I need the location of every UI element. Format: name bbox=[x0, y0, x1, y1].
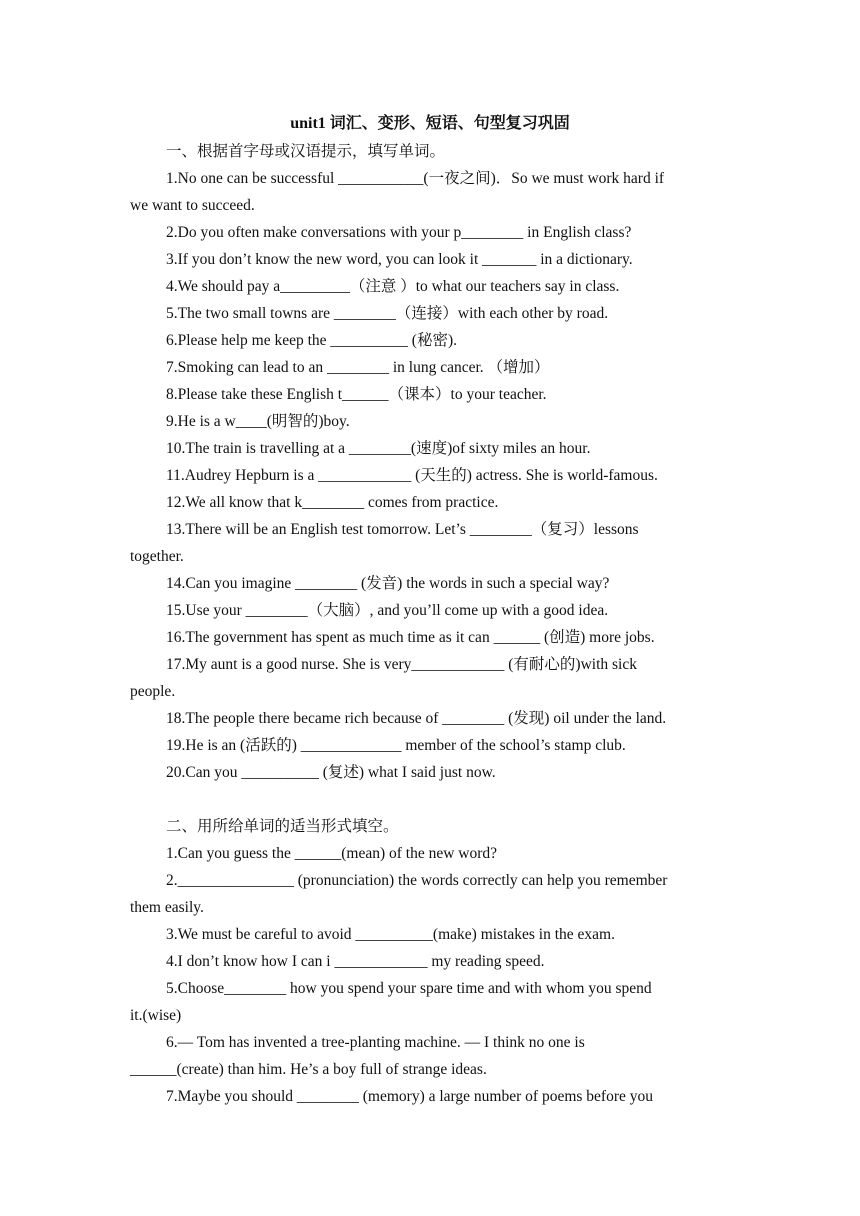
question-line: 2.Do you often make conversations with your p________ in English class? bbox=[166, 224, 632, 241]
question-line: 9.He is a w____(明智的)boy. bbox=[166, 413, 350, 430]
question-line: 10.The train is travelling at a ________(速度)of sixty miles an hour. bbox=[166, 440, 591, 457]
question-line: 8.Please take these English t______（课本）to your teacher. bbox=[166, 386, 547, 403]
question-line: 7.Maybe you should ________ (memory) a large number of poems before you bbox=[166, 1088, 653, 1105]
question-line: 6.Please help me keep the __________ (秘密). bbox=[166, 332, 457, 349]
question-continuation: them easily. bbox=[130, 899, 204, 916]
question-line: 7.Smoking can lead to an ________ in lung cancer. （增加） bbox=[166, 359, 550, 376]
question-line: 5.Choose________ how you spend your spare time and with whom you spend bbox=[166, 980, 652, 997]
question-continuation: people. bbox=[130, 683, 176, 700]
question-line: 14.Can you imagine ________ (发音) the words in such a special way? bbox=[166, 575, 610, 592]
question-line: 18.The people there became rich because of ________ (发现) oil under the land. bbox=[166, 710, 667, 727]
question-line: 13.There will be an English test tomorrow. Let’s ________（复习）lessons bbox=[166, 521, 639, 538]
question-continuation: ______(create) than him. He’s a boy full of strange ideas. bbox=[130, 1061, 487, 1078]
document-body bbox=[130, 138, 730, 1110]
question-line: 17.My aunt is a good nurse. She is very____________ (有耐心的)with sick bbox=[166, 656, 637, 673]
section1-heading: 一、根据首字母或汉语提示，填写单词。 bbox=[166, 143, 446, 160]
question-line: 15.Use your ________（大脑）, and you’ll come up with a good idea. bbox=[166, 602, 609, 619]
question-line: 2._______________ (pronunciation) the words correctly can help you remember bbox=[166, 872, 668, 889]
question-line: 3.We must be careful to avoid __________(make) mistakes in the exam. bbox=[166, 926, 615, 943]
question-continuation: together. bbox=[130, 548, 184, 565]
page-title: unit1 词汇、变形、短语、句型复习巩固 bbox=[290, 115, 570, 132]
question-line: 1.Can you guess the ______(mean) of the new word? bbox=[166, 845, 498, 862]
question-line: 4.I don’t know how I can i ____________ my reading speed. bbox=[166, 953, 545, 970]
question-line: 19.He is an (活跃的) _____________ member of the school’s stamp club. bbox=[166, 737, 626, 754]
question-line: 16.The government has spent as much time as it can ______ (创造) more jobs. bbox=[166, 629, 655, 646]
section2-heading: 二、用所给单词的适当形式填空。 bbox=[166, 818, 399, 835]
question-line: 1.No one can be successful ___________(一夜之间)．So we must work hard if bbox=[166, 170, 665, 187]
question-continuation: it.(wise) bbox=[130, 1007, 182, 1024]
question-line: 20.Can you __________ (复述) what I said just now. bbox=[166, 764, 496, 781]
question-line: 6.— Tom has invented a tree-planting machine. — I think no one is bbox=[166, 1034, 585, 1051]
section-spacer bbox=[130, 786, 730, 813]
question-line: 4.We should pay a_________（注意 ）to what our teachers say in class. bbox=[166, 278, 620, 295]
question-line: 5.The two small towns are ________（连接）with each other by road. bbox=[166, 305, 609, 322]
question-continuation: we want to succeed. bbox=[130, 197, 255, 214]
question-line: 11.Audrey Hepburn is a ____________ (天生的) actress. She is world-famous. bbox=[166, 467, 658, 484]
question-line: 3.If you don’t know the new word, you can look it _______ in a dictionary. bbox=[166, 251, 633, 268]
question-line: 12.We all know that k________ comes from practice. bbox=[166, 494, 499, 511]
